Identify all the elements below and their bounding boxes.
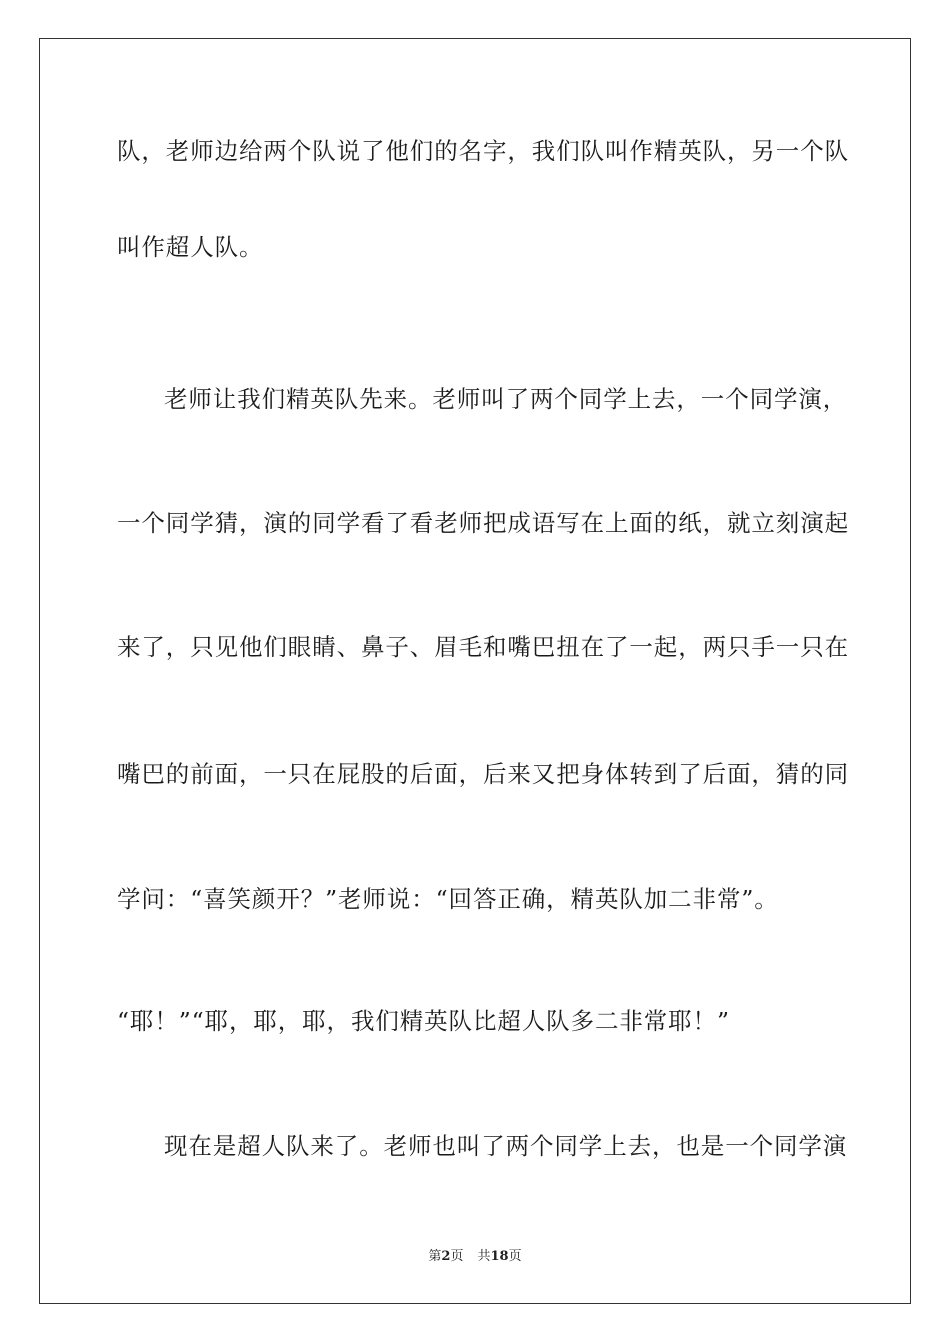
page-border bbox=[39, 38, 911, 1304]
footer-total-suffix: 页 bbox=[508, 1249, 522, 1264]
body-line-2: 叫作超人队。 bbox=[117, 233, 264, 261]
body-line-8: “耶！”“耶，耶，耶，我们精英队比超人队多二非常耶！” bbox=[117, 1007, 730, 1035]
body-line-6: 嘴巴的前面，一只在屁股的后面，后来又把身体转到了后面，猜的同 bbox=[117, 760, 849, 788]
page-footer bbox=[0, 1249, 950, 1265]
body-line-7: 学问：“喜笑颜开？”老师说：“回答正确，精英队加二非常”。 bbox=[117, 885, 779, 913]
body-line-3: 老师让我们精英队先来。老师叫了两个同学上去，一个同学演， bbox=[164, 385, 848, 413]
footer-total-prefix: 共 bbox=[477, 1249, 491, 1264]
footer-total-pages: 18 bbox=[490, 1249, 509, 1264]
footer-page-suffix: 页 bbox=[450, 1249, 464, 1264]
body-line-5: 来了，只见他们眼睛、鼻子、眉毛和嘴巴扭在了一起，两只手一只在 bbox=[117, 633, 849, 661]
footer-page-number: 2 bbox=[441, 1249, 451, 1264]
body-line-4: 一个同学猜，演的同学看了看老师把成语写在上面的纸，就立刻演起 bbox=[117, 509, 849, 537]
footer-page-prefix: 第 bbox=[428, 1249, 442, 1264]
body-line-1: 队，老师边给两个队说了他们的名字，我们队叫作精英队，另一个队 bbox=[117, 137, 849, 165]
body-line-9: 现在是超人队来了。老师也叫了两个同学上去，也是一个同学演 bbox=[164, 1132, 848, 1160]
